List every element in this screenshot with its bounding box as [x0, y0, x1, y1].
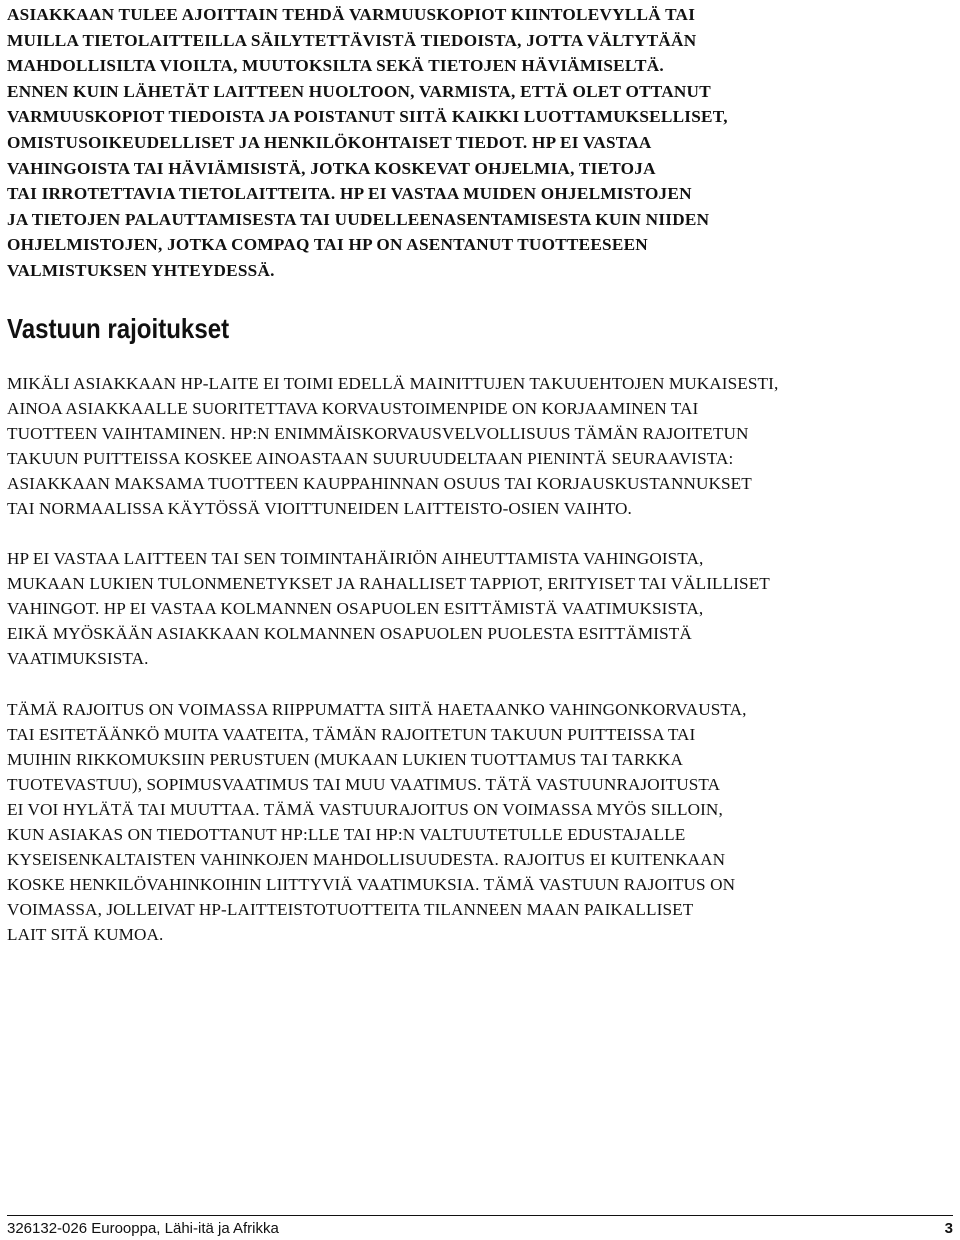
page-footer: [7, 1215, 953, 1238]
liability-paragraph-damages: HP EI VASTAA LAITTEEN TAI SEN TOIMINTAHÄIRIÖN AIHEUTTAMISTA VAHINGOISTA, MUKAAN LUKIEN TULONMENETYKSET JA RAHALLISET TAPPIOT, ERITYISET TAI VÄLILLISET VAHINGOT. HP EI VASTAA KOLMANNEN OSAPUOLEN ESITTÄMISTÄ VAATIMUKSISTA, EIKÄ MYÖSKÄÄN ASIAKKAAN KOLMANNEN OSAPUOLEN PUOLESTA ESITTÄMISTÄ VAATIMUKSISTA.: [7, 549, 770, 669]
section-title: Vastuun rajoitukset: [7, 312, 230, 344]
liability-paragraph-remedy: MIKÄLI ASIAKKAAN HP-LAITE EI TOIMI EDELLÄ MAINITTUJEN TAKUUEHTOJEN MUKAISESTI, AINOA ASIAKKAALLE SUORITETTAVA KORVAUSTOIMENPIDE ON KORJAAMINEN TAI TUOTTEEN VAIHTAMINEN. HP:N ENIMMÄISKORVAUSVELVOLLISUUS TÄMÄN RAJOITETUN TAKUUN PUITTEISSA KOSKEE AINOASTAAN SUURUUDELTAAN PIENINTÄ SEURAAVISTA: ASIAKKAAN MAKSAMA TUOTTEEN KAUPPAHINNAN OSUUS TAI KORJAUSKUSTANNUKSET TAI NORMAALISSA KÄYTÖSSÄ VIOITTUNEIDEN LAITTEISTO-OSIEN VAIHTO.: [7, 373, 779, 518]
document-page: [7, 2, 957, 948]
backup-notice-paragraph: ASIAKKAAN TULEE AJOITTAIN TEHDÄ VARMUUSKOPIOT KIINTOLEVYLLÄ TAI MUILLA TIETOLAITTEILLA SÄILYTETTÄVISTÄ TIEDOISTA, JOTTA VÄLTYTÄÄN MAHDOLLISILTA VIOILTA, MUUTOKSILTA SEKÄ TIETOJEN HÄVIÄMISELTÄ. ENNEN KUIN LÄHETÄT LAITTEEN HUOLTOON, VARMISTA, ETTÄ OLET OTTANUT VARMUUSKOPIOT TIEDOISTA JA POISTANUT SIITÄ KAIKKI LUOTTAMUKSELLISET, OMISTUSOIKEUDELLISET JA HENKILÖKOHTAISET TIEDOT. HP EI VASTAA VAHINGOISTA TAI HÄVIÄMISISTÄ, JOTKA KOSKEVAT OHJELMIA, TIETOJA TAI IRROTETTAVIA TIETOLAITTEITA. HP EI VASTAA MUIDEN OHJELMISTOJEN JA TIETOJEN PALAUTTAMISESTA TAI UUDELLEENASENTAMISESTA KUIN NIIDEN OHJELMISTOJEN, JOTKA COMPAQ TAI HP ON ASENTANUT TUOTTEESEEN VALMISTUKSEN YHTEYDESSÄ.: [7, 5, 728, 280]
liability-paragraph-scope: TÄMÄ RAJOITUS ON VOIMASSA RIIPPUMATTA SIITÄ HAETAANKO VAHINGONKORVAUSTA, TAI ESITETÄÄNKÖ MUITA VAATEITA, TÄMÄN RAJOITETUN TAKUUN PUITTEISSA TAI MUIHIN RIKKOMUKSIIN PERUSTUEN (MUKAAN LUKIEN TUOTTAMUS TAI TARKKA TUOTEVASTUU), SOPIMUSVAATIMUS TAI MUU VAATIMUS. TÄTÄ VASTUUNRAJOITUSTA EI VOI HYLÄTÄ TAI MUUTTAA. TÄMÄ VASTUURAJOITUS ON VOIMASSA MYÖS SILLOIN, KUN ASIAKAS ON TIEDOTTANUT HP:LLE TAI HP:N VALTUUTETULLE EDUSTAJALLE KYSEISENKALTAISTEN VAHINKOJEN MAHDOLLISUUDESTA. RAJOITUS EI KUITENKAAN KOSKE HENKILÖVAHINKOIHIN LIITTYVIÄ VAATIMUKSIA. TÄMÄ VASTUUN RAJOITUS ON VOIMASSA, JOLLEIVAT HP-LAITTEISTOTUOTTEITA TILANNEEN MAAN PAIKALLISET LAIT SITÄ KUMOA.: [7, 699, 747, 945]
page-number: 3: [944, 1220, 953, 1237]
footer-doc-reference: 326132-026 Eurooppa, Lähi-itä ja Afrikka: [7, 1220, 279, 1237]
